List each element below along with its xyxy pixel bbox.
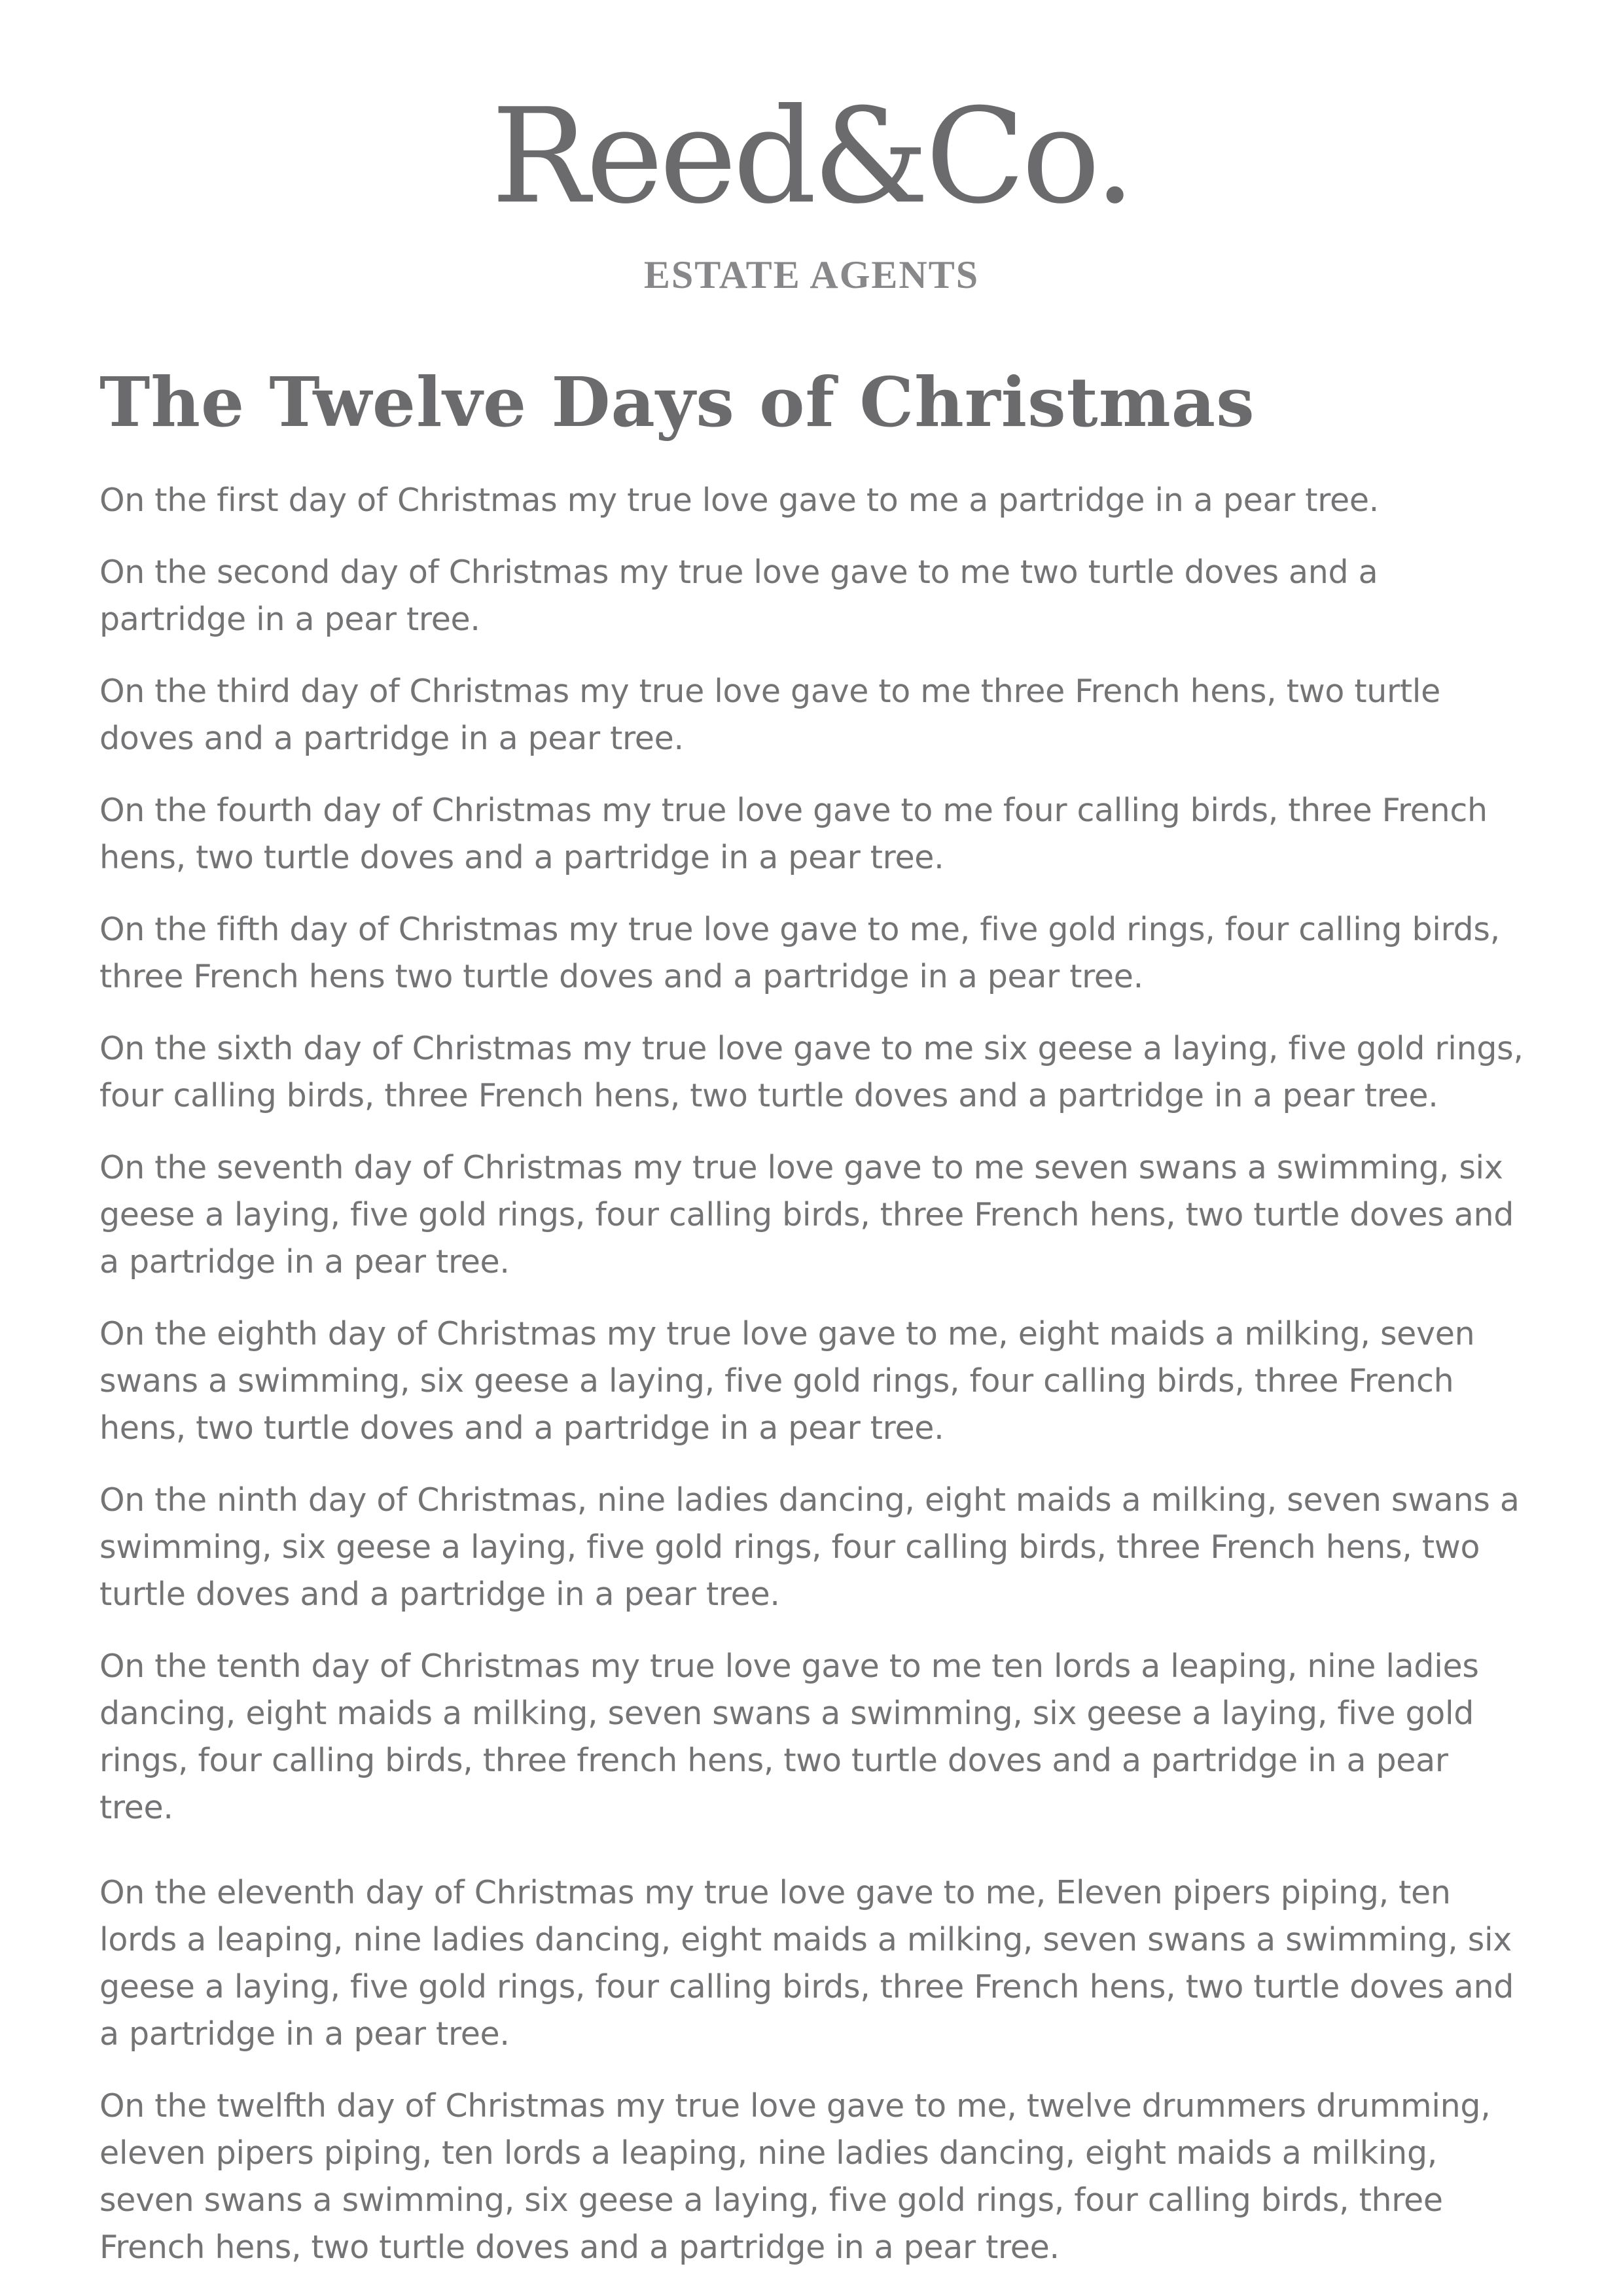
verse-day-6: On the sixth day of Christmas my true love gave to me six geese a laying, five gold rings, four calling birds, three French hens, two turtle doves and a partridge in a pear tree.: [99, 1029, 1524, 1114]
document-title: The Twelve Days of Christmas: [99, 362, 1255, 442]
verse-day-1: On the first day of Christmas my true love gave to me a partridge in a pear tree.: [99, 481, 1379, 519]
brand-logo: [0, 80, 1623, 296]
verse-day-10: On the tenth day of Christmas my true love gave to me ten lords a leaping, nine ladies dancing, eight maids a milking, seven swans a swimming, six geese a laying, five gold rings, four calling birds, three french hens, two turtle doves and a partridge in a pear tree.: [99, 1647, 1479, 1826]
brand-wordmark: Reed&Co.: [491, 80, 1132, 233]
verse-day-12: On the twelfth day of Christmas my true love gave to me, twelve drummers drumming, eleven pipers piping, ten lords a leaping, nine ladies dancing, eight maids a milking, seven swans a swimming, six geese a laying, five gold rings, four calling birds, three French hens, two turtle doves and a partridge in a pear tree.: [99, 2087, 1491, 2266]
verse-list: [99, 477, 1526, 2271]
verse-day-4: On the fourth day of Christmas my true love gave to me four calling birds, three French hens, two turtle doves and a partridge in a pear tree.: [99, 791, 1488, 876]
verse-day-9: On the ninth day of Christmas, nine ladies dancing, eight maids a milking, seven swans a swimming, six geese a laying, five gold rings, four calling birds, three French hens, two turtle doves and a partridge in a pear tree.: [99, 1481, 1520, 1613]
verse-day-5: On the fifth day of Christmas my true love gave to me, five gold rings, four calling birds, three French hens two turtle doves and a partridge in a pear tree.: [99, 910, 1500, 995]
verse-day-3: On the third day of Christmas my true love gave to me three French hens, two turtle doves and a partridge in a pear tree.: [99, 672, 1440, 757]
verse-day-11: On the eleventh day of Christmas my true love gave to me, Eleven pipers piping, ten lords a leaping, nine ladies dancing, eight maids a milking, seven swans a swimming, six geese a laying, five gold rings, four calling birds, three French hens, two turtle doves and a partridge in a pear tree.: [99, 1873, 1514, 2053]
verse-day-8: On the eighth day of Christmas my true love gave to me, eight maids a milking, seven swans a swimming, six geese a laying, five gold rings, four calling birds, three French hens, two turtle doves and a partridge in a pear tree.: [99, 1315, 1475, 1447]
verse-day-2: On the second day of Christmas my true love gave to me two turtle doves and a partridge in a pear tree.: [99, 553, 1378, 638]
brand-tagline: ESTATE AGENTS: [643, 253, 980, 296]
document-body: [99, 363, 1526, 2296]
verse-day-7: On the seventh day of Christmas my true love gave to me seven swans a swimming, six geese a laying, five gold rings, four calling birds, three French hens, two turtle doves and a partridge in a pear tree.: [99, 1148, 1514, 1280]
